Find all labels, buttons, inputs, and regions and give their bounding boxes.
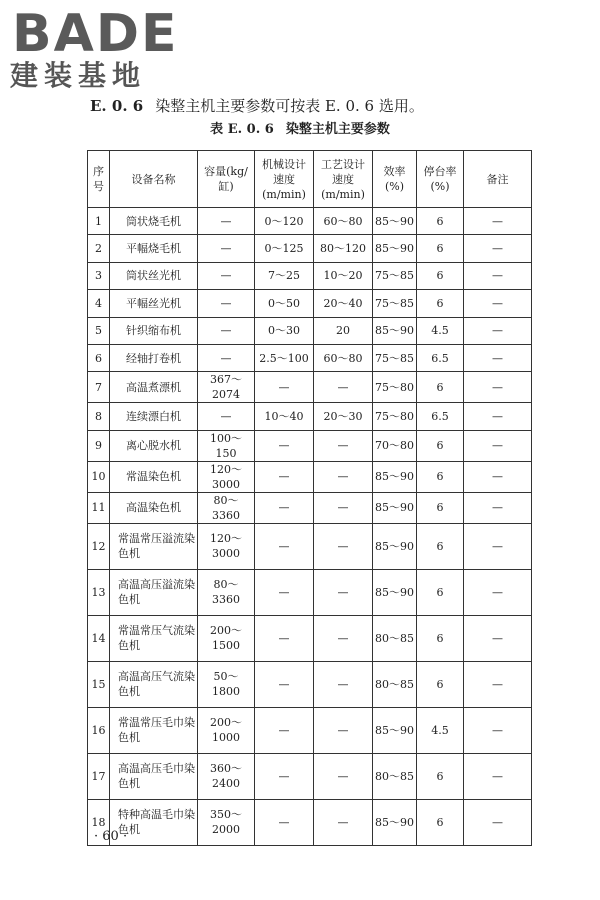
cell-efficiency: 85～90 <box>373 492 417 523</box>
cell-downtime: 6 <box>417 492 464 523</box>
cell-seq: 7 <box>88 372 110 403</box>
cell-downtime: 6.5 <box>417 344 464 371</box>
cell-efficiency: 85～90 <box>373 707 417 753</box>
cell-efficiency: 85～90 <box>373 799 417 845</box>
cell-seq: 11 <box>88 492 110 523</box>
cell-downtime: 6 <box>417 290 464 317</box>
cell-seq: 5 <box>88 317 110 344</box>
page-number: · 60 · <box>94 829 128 844</box>
cell-efficiency: 85～90 <box>373 235 417 262</box>
clause-paragraph <box>90 96 424 116</box>
cell-proc-speed: — <box>314 707 373 753</box>
table-row <box>88 262 532 289</box>
cell-downtime: 6 <box>417 523 464 569</box>
cell-efficiency: 85～90 <box>373 523 417 569</box>
cell-proc-speed: — <box>314 430 373 461</box>
table-row <box>88 492 532 523</box>
table-row <box>88 208 532 235</box>
cell-mech-speed: 0～120 <box>255 208 314 235</box>
cell-seq: 1 <box>88 208 110 235</box>
cell-remark: — <box>464 235 532 262</box>
cell-proc-speed: 80～120 <box>314 235 373 262</box>
cell-remark: — <box>464 753 532 799</box>
cell-efficiency: 85～90 <box>373 569 417 615</box>
cell-efficiency: 75～80 <box>373 403 417 430</box>
cell-mech-speed: — <box>255 492 314 523</box>
cell-name: 高温煮漂机 <box>110 372 198 403</box>
cell-downtime: 4.5 <box>417 707 464 753</box>
header-remark: 备注 <box>464 151 532 208</box>
table-caption-number: 表 E. 0. 6 <box>210 122 274 137</box>
cell-seq: 9 <box>88 430 110 461</box>
cell-proc-speed: — <box>314 615 373 661</box>
cell-seq: 6 <box>88 344 110 371</box>
cell-capacity: — <box>198 403 255 430</box>
cell-name: 经轴打卷机 <box>110 344 198 371</box>
cell-downtime: 6 <box>417 208 464 235</box>
cell-remark: — <box>464 615 532 661</box>
header-efficiency: 效率(%) <box>373 151 417 208</box>
cell-efficiency: 80～85 <box>373 753 417 799</box>
table-caption-title: 染整主机主要参数 <box>285 122 390 137</box>
table-row <box>88 707 532 753</box>
cell-name: 连续漂白机 <box>110 403 198 430</box>
clause-text: 染整主机主要参数可按表 E. 0. 6 选用。 <box>155 97 424 115</box>
cell-proc-speed: — <box>314 661 373 707</box>
cell-name: 高温高压毛巾染色机 <box>110 753 198 799</box>
cell-remark: — <box>464 317 532 344</box>
cell-capacity: 360～2400 <box>198 753 255 799</box>
cell-remark: — <box>464 569 532 615</box>
cell-efficiency: 85～90 <box>373 317 417 344</box>
cell-name: 针织缩布机 <box>110 317 198 344</box>
cell-downtime: 6 <box>417 372 464 403</box>
cell-capacity: 120～3000 <box>198 461 255 492</box>
cell-proc-speed: — <box>314 492 373 523</box>
cell-remark: — <box>464 461 532 492</box>
cell-proc-speed: — <box>314 799 373 845</box>
table-row <box>88 523 532 569</box>
cell-mech-speed: 2.5～100 <box>255 344 314 371</box>
logo-chinese-name: 建装基地 <box>10 59 147 92</box>
cell-proc-speed: — <box>314 753 373 799</box>
cell-efficiency: 75～85 <box>373 344 417 371</box>
cell-downtime: 6.5 <box>417 403 464 430</box>
table-row <box>88 235 532 262</box>
cell-remark: — <box>464 492 532 523</box>
table-header-row <box>88 151 532 208</box>
cell-efficiency: 75～85 <box>373 262 417 289</box>
cell-capacity: 200～1000 <box>198 707 255 753</box>
table-body <box>88 208 532 846</box>
cell-mech-speed: 7～25 <box>255 262 314 289</box>
table-caption <box>0 121 600 139</box>
cell-efficiency: 85～90 <box>373 461 417 492</box>
cell-name: 常温常压毛巾染色机 <box>110 707 198 753</box>
cell-downtime: 6 <box>417 661 464 707</box>
cell-name: 高温高压气流染色机 <box>110 661 198 707</box>
cell-downtime: 6 <box>417 430 464 461</box>
cell-capacity: 200～1500 <box>198 615 255 661</box>
cell-efficiency: 80～85 <box>373 661 417 707</box>
cell-remark: — <box>464 661 532 707</box>
cell-proc-speed: — <box>314 569 373 615</box>
header-downtime: 停台率(%) <box>417 151 464 208</box>
parameters-table <box>87 150 532 846</box>
cell-seq: 8 <box>88 403 110 430</box>
header-name: 设备名称 <box>110 151 198 208</box>
cell-capacity: 367～2074 <box>198 372 255 403</box>
cell-mech-speed: — <box>255 523 314 569</box>
cell-efficiency: 75～80 <box>373 372 417 403</box>
cell-seq: 16 <box>88 707 110 753</box>
cell-mech-speed: 10～40 <box>255 403 314 430</box>
table-row <box>88 461 532 492</box>
cell-capacity: — <box>198 262 255 289</box>
cell-proc-speed: — <box>314 461 373 492</box>
cell-mech-speed: — <box>255 615 314 661</box>
cell-proc-speed: 20～40 <box>314 290 373 317</box>
cell-downtime: 6 <box>417 235 464 262</box>
cell-name: 特种高温毛巾染色机 <box>110 799 198 845</box>
clause-number: E. 0. 6 <box>90 97 144 115</box>
cell-mech-speed: — <box>255 707 314 753</box>
cell-remark: — <box>464 344 532 371</box>
cell-downtime: 6 <box>417 461 464 492</box>
cell-capacity: 350～2000 <box>198 799 255 845</box>
cell-proc-speed: 10～20 <box>314 262 373 289</box>
cell-name: 离心脱水机 <box>110 430 198 461</box>
cell-remark: — <box>464 523 532 569</box>
header-proc-speed: 工艺设计速度(m/min) <box>314 151 373 208</box>
cell-name: 常温常压气流染色机 <box>110 615 198 661</box>
header-mech-speed: 机械设计速度(m/min) <box>255 151 314 208</box>
cell-mech-speed: — <box>255 430 314 461</box>
cell-seq: 17 <box>88 753 110 799</box>
cell-downtime: 6 <box>417 799 464 845</box>
cell-remark: — <box>464 799 532 845</box>
table-row <box>88 403 532 430</box>
cell-mech-speed: — <box>255 753 314 799</box>
cell-efficiency: 80～85 <box>373 615 417 661</box>
cell-capacity: — <box>198 235 255 262</box>
bade-logo <box>8 4 178 92</box>
cell-remark: — <box>464 208 532 235</box>
cell-mech-speed: 0～50 <box>255 290 314 317</box>
cell-downtime: 6 <box>417 262 464 289</box>
table-row <box>88 569 532 615</box>
cell-name: 平幅丝光机 <box>110 290 198 317</box>
cell-remark: — <box>464 290 532 317</box>
cell-proc-speed: — <box>314 372 373 403</box>
table-row <box>88 753 532 799</box>
logo-wordmark: BADE <box>12 4 179 64</box>
cell-seq: 13 <box>88 569 110 615</box>
cell-mech-speed: — <box>255 372 314 403</box>
table-row <box>88 317 532 344</box>
table-row <box>88 290 532 317</box>
cell-capacity: 120～3000 <box>198 523 255 569</box>
cell-capacity: 80～3360 <box>198 569 255 615</box>
cell-mech-speed: — <box>255 569 314 615</box>
cell-mech-speed: — <box>255 661 314 707</box>
cell-downtime: 6 <box>417 569 464 615</box>
cell-name: 高温高压溢流染色机 <box>110 569 198 615</box>
cell-remark: — <box>464 707 532 753</box>
cell-mech-speed: 0～30 <box>255 317 314 344</box>
cell-proc-speed: 20 <box>314 317 373 344</box>
cell-name: 筒状烧毛机 <box>110 208 198 235</box>
cell-name: 筒状丝光机 <box>110 262 198 289</box>
table-row <box>88 661 532 707</box>
cell-seq: 10 <box>88 461 110 492</box>
header-capacity: 容量(kg/缸) <box>198 151 255 208</box>
table-row <box>88 372 532 403</box>
cell-capacity: 100～150 <box>198 430 255 461</box>
cell-proc-speed: 20～30 <box>314 403 373 430</box>
cell-mech-speed: — <box>255 799 314 845</box>
cell-seq: 14 <box>88 615 110 661</box>
cell-efficiency: 75～85 <box>373 290 417 317</box>
cell-name: 高温染色机 <box>110 492 198 523</box>
cell-capacity: 50～1800 <box>198 661 255 707</box>
cell-downtime: 6 <box>417 753 464 799</box>
cell-capacity: — <box>198 317 255 344</box>
cell-proc-speed: — <box>314 523 373 569</box>
cell-seq: 3 <box>88 262 110 289</box>
cell-remark: — <box>464 430 532 461</box>
cell-seq: 18 <box>88 799 110 845</box>
cell-seq: 2 <box>88 235 110 262</box>
table-row <box>88 344 532 371</box>
cell-seq: 4 <box>88 290 110 317</box>
cell-seq: 12 <box>88 523 110 569</box>
header-seq: 序号 <box>88 151 110 208</box>
cell-remark: — <box>464 372 532 403</box>
table-row <box>88 615 532 661</box>
table-row <box>88 430 532 461</box>
cell-downtime: 6 <box>417 615 464 661</box>
cell-efficiency: 85～90 <box>373 208 417 235</box>
cell-capacity: 80～3360 <box>198 492 255 523</box>
cell-capacity: — <box>198 208 255 235</box>
cell-mech-speed: 0～125 <box>255 235 314 262</box>
cell-efficiency: 70～80 <box>373 430 417 461</box>
cell-mech-speed: — <box>255 461 314 492</box>
cell-capacity: — <box>198 290 255 317</box>
cell-proc-speed: 60～80 <box>314 344 373 371</box>
cell-name: 常温常压溢流染色机 <box>110 523 198 569</box>
cell-name: 平幅烧毛机 <box>110 235 198 262</box>
cell-downtime: 4.5 <box>417 317 464 344</box>
cell-remark: — <box>464 262 532 289</box>
cell-capacity: — <box>198 344 255 371</box>
cell-name: 常温染色机 <box>110 461 198 492</box>
cell-seq: 15 <box>88 661 110 707</box>
cell-remark: — <box>464 403 532 430</box>
cell-proc-speed: 60～80 <box>314 208 373 235</box>
